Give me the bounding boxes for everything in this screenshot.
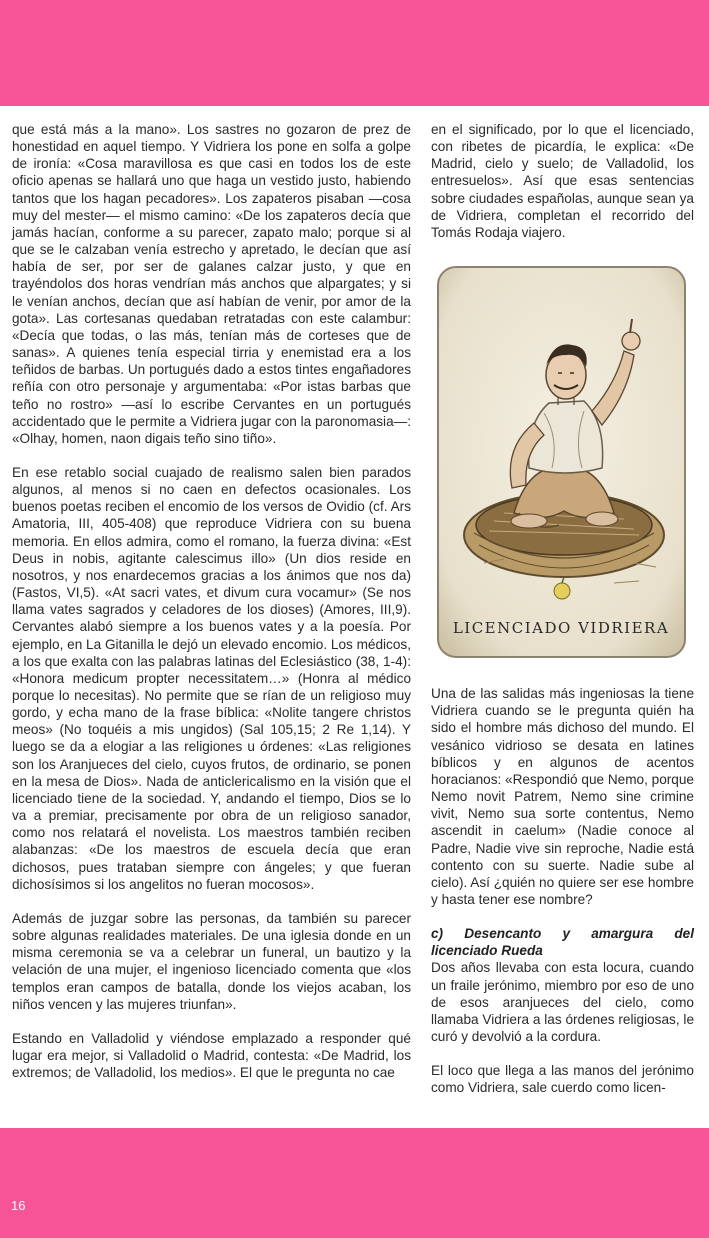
page-number: 16 <box>11 1198 26 1213</box>
body-paragraph: Dos años llevaba con esta locura, cuando un fraile jerónimo, miembro por eso de uno de esos aranjueces del cielo, como llamaba Vidriera a las órdenes religiosas, le curó y devolvió a la cordura. <box>431 960 694 1045</box>
section-subheading: c) Desencanto y amargura del licenciado Rueda <box>431 926 694 959</box>
body-paragraph: que está más a la mano». Los sastres no gozaron de prez de honestidad en aquel tiempo. Y Vidriera los pone en solfa a golpe de ironía: «Cosa maravillosa es que casi en todos los de este oficio apenas se hallará uno que haga un vestido justo, habiendo tantos que los hagan pecadores». Los zapateros pisaban —cosa muy del mester— el mismo camino: «De los zapateros decía que jamás hacían, conforme a su parecer, zapato malo; porque si al que se le calzaban venía estrecho y apretado, le decían que así había de ser, por ser de galanes calzar justo, y que en trayéndolos dos horas vendrían más anchos que alpargates; y si le venían anchos, decían que así habían de venir, por amor de la gota». Las cortesanas quedaban retratadas con este calambur: «Decía que todas, o las más, tenían más de corteses que de sanas». A quienes tenía especial tirria y enemistad era a los teñidos de barbas. Un portugués dado a estos tintes engañadores reñía con otro personaje y argumentaba: «Por istas barbas que teño no rostro» —así lo escribe Cervantes en un portugués accidentado que le permite a Vidriera jugar con la paronomasia—: «Olhay, homen, naon digais teño sino tiño». <box>12 122 411 446</box>
footer-band <box>0 1128 709 1238</box>
left-column <box>12 121 411 1081</box>
right-column <box>431 121 694 1097</box>
illustration-licenciado-vidriera <box>434 263 689 661</box>
body-paragraph: en el significado, por lo que el licenciado, con ribetes de picardía, le explica: «De Madrid, cielo y suelo; de Valladolid, los entresuelos». Así que esas sentencias sobre ciudades españolas, aunque sean ya de Vidriera, completan el recorrido del Tomás Rodaja viajero. <box>431 122 694 240</box>
body-paragraph: Una de las salidas más ingeniosas la tiene Vidriera cuando se le pregunta quién ha sido el hombre más dichoso del mundo. El vesánico vidrioso se desata en latines bíblicos y en algunos de acentos horacianos: «Respondió que Nemo, porque Nemo novit Patrem, Nemo sine crimine vivit, Nemo sua sorte contentus, Nemo ascendit in caelum» (Nadie conoce al Padre, Nadie vive sin reproche, Nadie está contento con su suerte. Nadie sube al cielo). Así ¿quién no quiere ser ese hombre y hasta tener ese nombre? <box>431 686 694 907</box>
body-paragraph: Estando en Valladolid y viéndose emplazado a responder qué lugar era mejor, si Valladolid o Madrid, contesta: «De Madrid, los extremos; de Valladolid, los medios». El que le pregunta no cae <box>12 1030 411 1081</box>
illustration-caption: LICENCIADO VIDRIERA <box>452 619 670 638</box>
body-paragraph: En ese retablo social cuajado de realismo salen bien parados algunos, al menos si no caen en defectos ocasionales. Los buenos poetas reciben el encomio de los versos de Ovidio (cf. Ars Amatoria, III, 405-408) que reproduce Vidriera con su buena memoria. En ellos admira, como el romano, la fuerza divina: «Est Deus in nobis, agitante calescimus illo» (Un dios reside en nosotros, y nos enardecemos gracias a los ánimos que nos da) (Fastos, VI,5). «At sacri vates, et divum cura vocamur» (Se nos llama vates sagrados y celadores de los dioses) (Amores, III,9). Cervantes alabó siempre a los buenos vates y a la poesía. Por ejemplo, en La Gitanilla le dejó un elevado encomio. Los médicos, a los que exalta con las palabras latinas del Eclesiástico (38, 1-4): «Honora medicum propter necessitatem…» (Honra al médico porque lo necesitas). No permite que se rían de un religioso muy gordo, y echa mano de la frase bíblica: «Nolite tangere christos meos» (No toquéis a mis ungidos) (Sal 105,15; 2 Re 1,14). Y luego se da a elogiar a las religiones u órdenes: «Las religiones son los Aranjueces del cielo, cuyos frutos, de ordinario, se ponen en la mesa de Dios». Nada de anticlericalismo en la visión que el licenciado tiene de la sociedad. Y, andando el tiempo, Dios se lo va a premiar, precisamente por obra de un religioso sanador, como nos relatará el novelista. Los maestros también reciben alabanzas: «De los maestros de escuela decía que eran dichosos, pues trataban siempre con ángeles; y que fueran dichosísimos si los angelitos no fueran mocosos». <box>12 464 411 892</box>
header-band <box>0 0 709 106</box>
body-paragraph: Además de juzgar sobre las personas, da también su parecer sobre algunas realidades materiales. De una iglesia donde en un misma ceremonia se va a celebrar un funeral, un bautizo y la velación de una mujer, el ingenioso licenciado comenta que «los templos eran campos de batalla, donde los viejos acaban, los niños vencen y las mujeres triunfan». <box>12 910 411 1012</box>
body-paragraph: El loco que llega a las manos del jerónimo como Vidriera, sale cuerdo como licen- <box>431 1063 694 1096</box>
